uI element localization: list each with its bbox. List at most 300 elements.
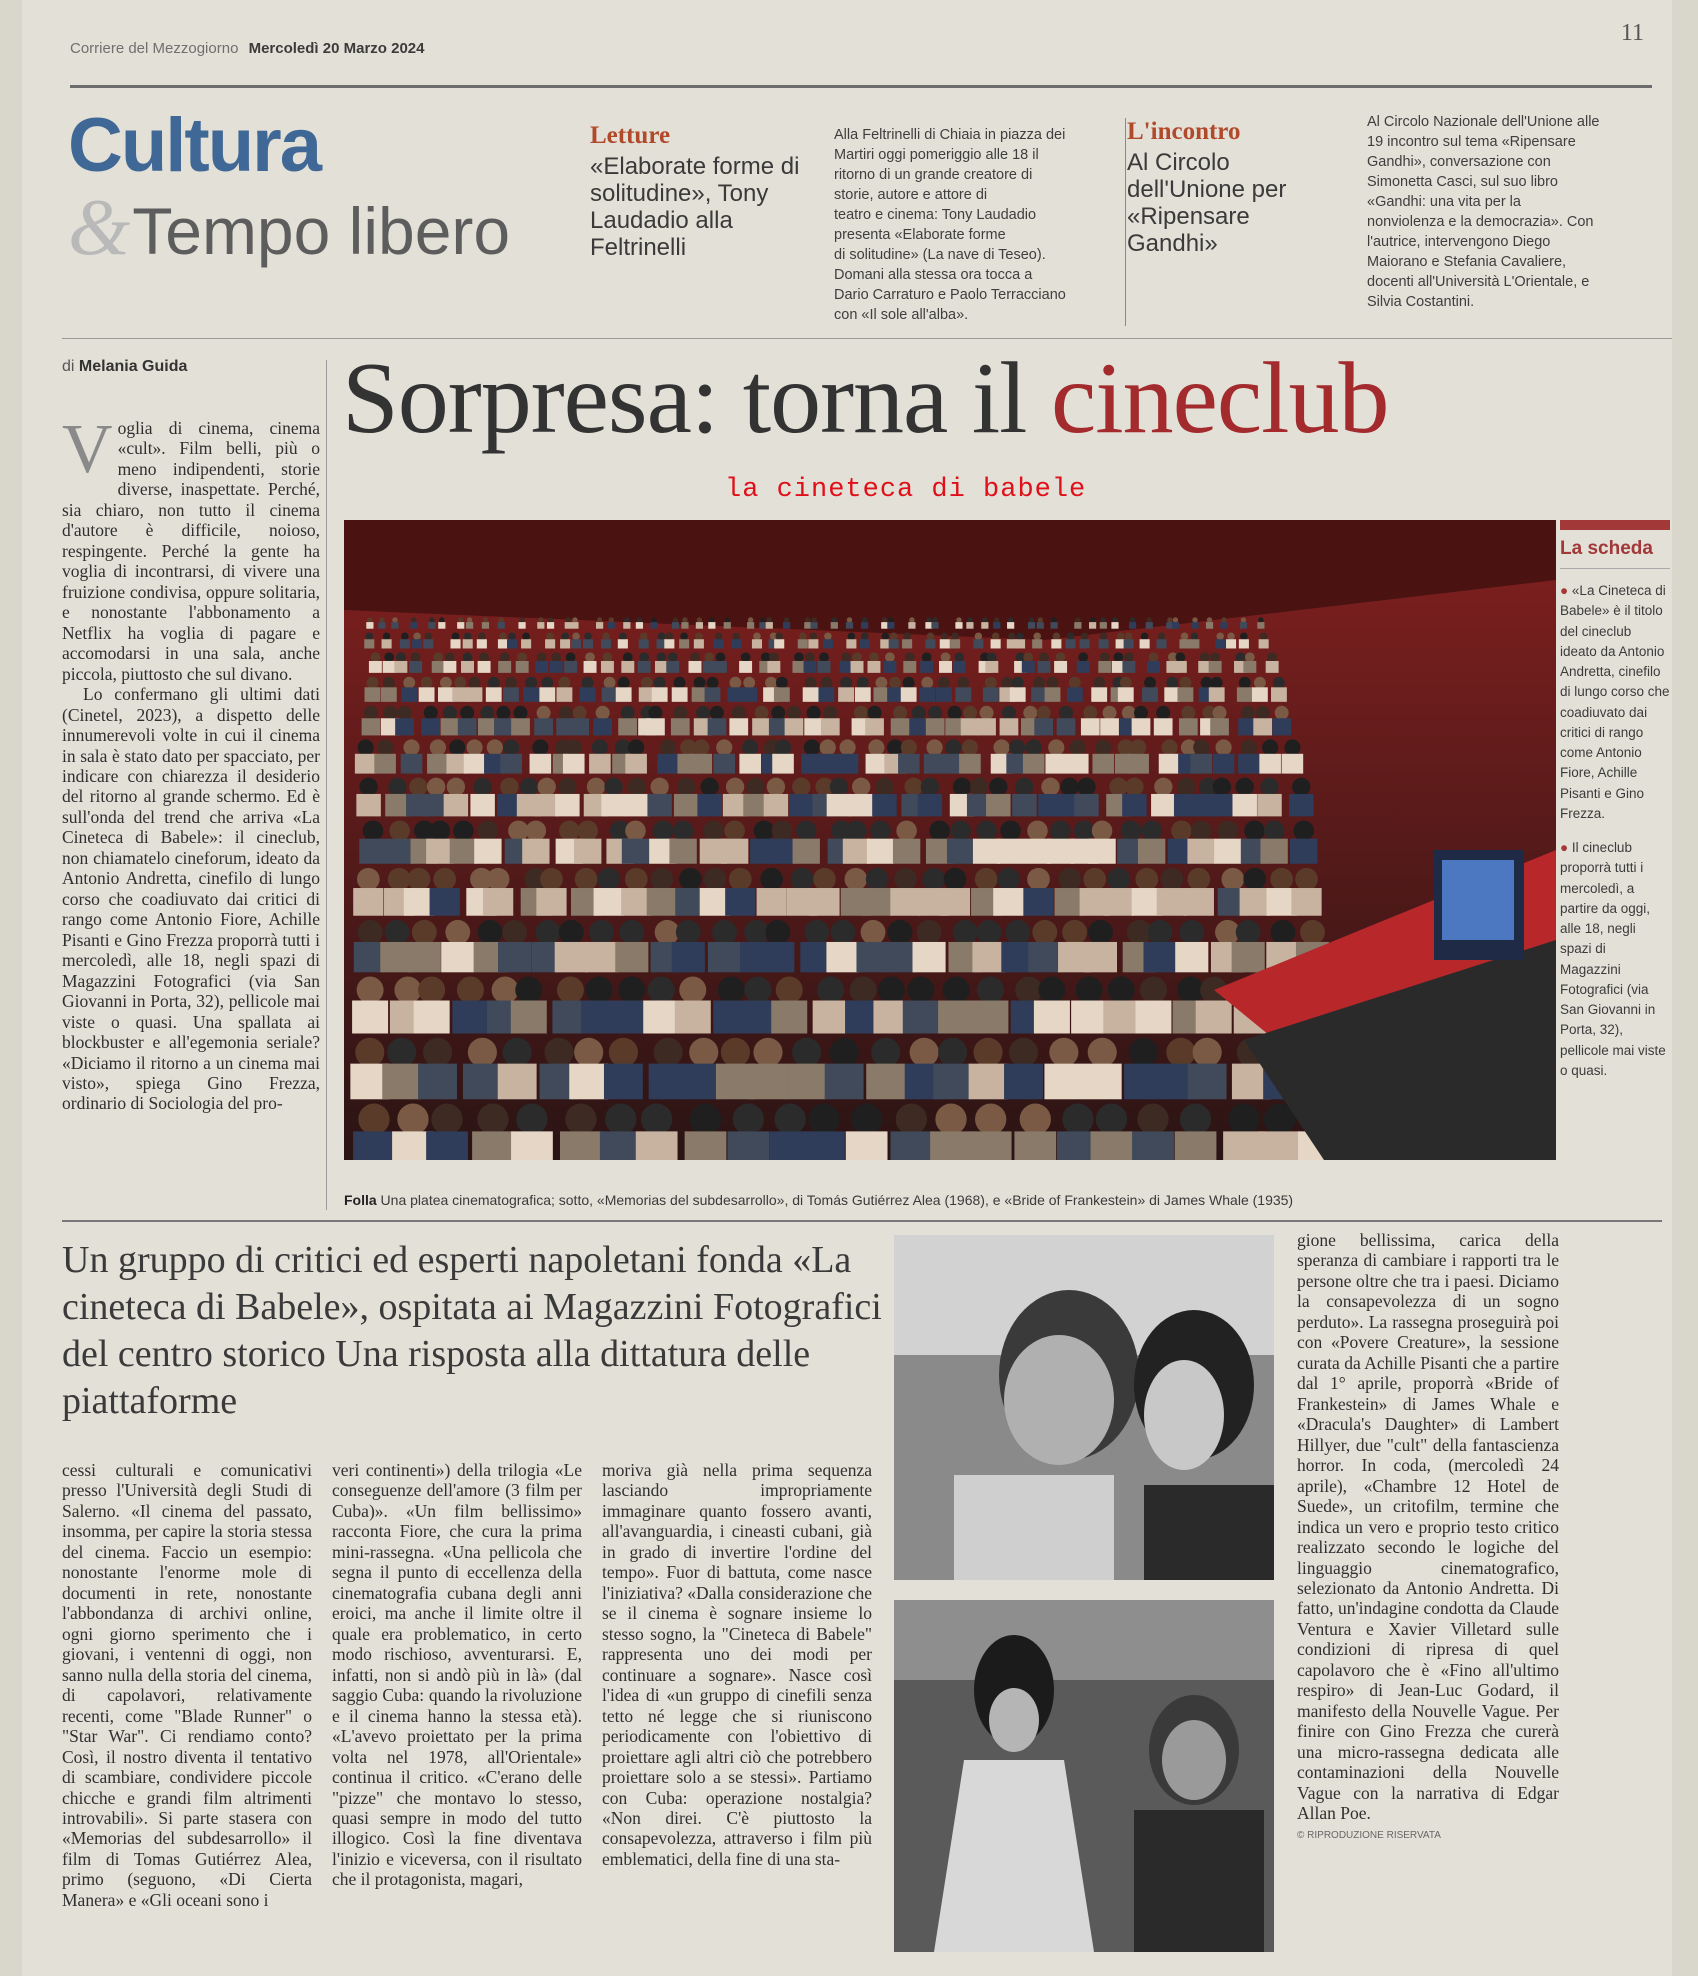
audience-member: [1241, 739, 1257, 755]
audience-member-body: [643, 1001, 679, 1034]
audience-member-body: [804, 718, 823, 735]
audience-member-body: [511, 1001, 547, 1034]
audience-member: [371, 652, 381, 662]
audience-member: [454, 677, 466, 689]
audience-member: [1144, 677, 1156, 689]
audience-member: [1103, 706, 1117, 720]
audience-member-body: [1044, 1064, 1083, 1100]
audience-member: [694, 677, 706, 689]
audience-member-body: [646, 718, 665, 735]
audience-member-body: [1028, 622, 1035, 629]
audience-member: [479, 652, 489, 662]
audience-member-body: [518, 622, 525, 629]
audience-member: [573, 706, 587, 720]
audience-member-body: [625, 794, 649, 816]
audience-member: [1140, 977, 1167, 1004]
audience-member-body: [450, 639, 460, 648]
audience-member: [658, 633, 666, 641]
audience-member-body: [918, 794, 942, 816]
audience-member: [1192, 617, 1197, 622]
audience-member: [938, 677, 950, 689]
audience-member-body: [747, 622, 754, 629]
audience-member-body: [1209, 687, 1225, 702]
audience-member: [792, 778, 810, 796]
audience-member: [488, 677, 500, 689]
audience-member-body: [359, 839, 386, 864]
audience-member: [503, 1038, 532, 1067]
audience-member: [548, 617, 553, 622]
audience-member-body: [580, 687, 596, 702]
brief-incontro: [1127, 118, 1302, 258]
audience-member: [676, 920, 701, 945]
audience-member-body: [991, 639, 1001, 648]
audience-member-body: [477, 639, 487, 648]
audience-member-body: [1067, 754, 1089, 774]
audience-member-body: [669, 839, 696, 864]
audience-member: [589, 920, 614, 945]
audience-member-body: [530, 754, 552, 774]
audience-member-body: [969, 1064, 1008, 1100]
audience-member: [716, 652, 726, 662]
audience-member-body: [1210, 718, 1229, 735]
audience-member-body: [463, 639, 473, 648]
audience-member: [993, 739, 1009, 755]
audience-member-body: [511, 718, 530, 735]
audience-member: [1038, 617, 1043, 622]
audience-member: [1175, 652, 1185, 662]
audience-member-body: [731, 639, 741, 648]
audience-member: [666, 633, 674, 641]
audience-member: [463, 652, 473, 662]
audience-member-body: [472, 1131, 514, 1160]
audience-member: [447, 778, 465, 796]
audience-member: [1093, 677, 1105, 689]
audience-member: [975, 1104, 1006, 1135]
audience-member: [1023, 706, 1037, 720]
audience-member: [389, 820, 410, 841]
audience-member-body: [666, 661, 679, 673]
audience-member: [1129, 1038, 1158, 1067]
audience-member-body: [1098, 661, 1111, 673]
audience-member-body: [618, 718, 637, 735]
audience-member-body: [571, 622, 578, 629]
audience-member-body: [1051, 622, 1058, 629]
audience-member: [903, 677, 915, 689]
audience-member: [870, 820, 891, 841]
page-number: 11: [1620, 20, 1644, 46]
audience-member-body: [534, 718, 553, 735]
audience-member-body: [1034, 718, 1053, 735]
audience-member: [443, 706, 457, 720]
audience-member: [538, 617, 543, 622]
audience-member: [1275, 706, 1289, 720]
copyright-note: © RIPRODUZIONE RISERVATA: [1297, 1829, 1441, 1841]
audience-member: [1293, 820, 1314, 841]
audience-member-body: [1206, 622, 1213, 629]
audience-member: [755, 706, 769, 720]
audience-member: [1027, 868, 1050, 891]
audience-member-body: [810, 622, 817, 629]
audience-member-body: [1091, 1131, 1133, 1160]
audience-member: [753, 1038, 782, 1067]
audience-member: [973, 1038, 1002, 1067]
audience-member-body: [364, 639, 374, 648]
audience-member-body: [410, 622, 417, 629]
audience-member-body: [708, 718, 727, 735]
audience-member: [628, 778, 646, 796]
audience-member-body: [1015, 639, 1025, 648]
audience-member: [397, 706, 411, 720]
audience-member: [458, 617, 463, 622]
audience-member-body: [774, 687, 790, 702]
audience-member: [650, 778, 668, 796]
audience-member: [1156, 706, 1170, 720]
audience-member: [957, 677, 969, 689]
audience-member: [1148, 920, 1173, 945]
audience-member: [1121, 820, 1142, 841]
audience-member: [648, 977, 675, 1004]
audience-member-body: [983, 687, 999, 702]
audience-member: [604, 778, 622, 796]
audience-member: [503, 739, 519, 755]
audience-member: [1171, 820, 1192, 841]
audience-member: [904, 778, 922, 796]
audience-member-body: [563, 754, 585, 774]
audience-member: [621, 706, 635, 720]
section-title-main: Cultura: [68, 103, 320, 188]
audience-member: [901, 739, 917, 755]
audience-member: [433, 868, 456, 891]
audience-member: [403, 677, 415, 689]
audience-member: [893, 706, 907, 720]
audience-member-body: [1289, 794, 1313, 816]
audience-member-body: [1282, 754, 1304, 774]
audience-member-body: [855, 687, 871, 702]
audience-member: [584, 633, 592, 641]
audience-member: [537, 706, 551, 720]
brief-letture: [590, 122, 815, 262]
audience-member: [1191, 820, 1212, 841]
audience-member-body: [890, 1131, 932, 1160]
audience-member: [885, 652, 895, 662]
audience-member: [668, 652, 678, 662]
audience-member: [839, 739, 855, 755]
audience-member-body: [898, 754, 920, 774]
audience-member: [776, 977, 803, 1004]
audience-member: [866, 868, 889, 891]
audience-member-body: [412, 639, 422, 648]
audience-member-body: [1022, 661, 1035, 673]
audience-member-body: [1232, 942, 1265, 972]
audience-member-body: [1226, 639, 1236, 648]
audience-member-body: [581, 1001, 617, 1034]
audience-member-body: [708, 942, 741, 972]
audience-member: [715, 633, 723, 641]
audience-member: [430, 739, 446, 755]
audience-member: [559, 820, 580, 841]
audience-member-body: [1104, 888, 1134, 916]
audience-member: [1141, 633, 1149, 641]
audience-member-body: [1083, 1064, 1122, 1100]
header-divider: [62, 338, 1672, 339]
audience-member: [819, 652, 829, 662]
audience-member: [1244, 820, 1265, 841]
audience-member: [546, 633, 554, 641]
audience-member-body: [601, 794, 625, 816]
audience-member: [367, 677, 379, 689]
audience-member: [1092, 820, 1113, 841]
audience-member-body: [608, 622, 615, 629]
audience-member-body: [647, 888, 677, 916]
audience-member-body: [774, 639, 784, 648]
audience-member-body: [414, 1001, 450, 1034]
audience-member-body: [498, 639, 508, 648]
article-column-3: moriva già nella prima sequenza lasciando impropriamente immaginare quanto fossero avanti, all'avanguardia, i cineasti cubani, già in grado di invertire l'ordine del tempo». Fuor di battuta, come nasce l'iniziativa? «Dalla considerazione che se il cinema è sognare insieme lo stesso sogno, la "Cineteca di Babele" rappresenta uno dei modi per continuare a sognare». Nasce così l'idea di «un gruppo di cinefili senza tetto né legge che si riuniscono periodicamente con l'obiettivo di proiettare agli altri ciò che potrebbero proiettare solo a se stessi». Partiamo con Cuba: operazione nostalgia? «Non direi. C'è piuttosto la consapevolezza, attraverso i film più emblematici, della fine di una sta-: [602, 1460, 872, 1869]
audience-member: [1158, 633, 1166, 641]
audience-member: [950, 820, 971, 841]
audience-member-body: [362, 718, 381, 735]
audience-member-body: [444, 794, 468, 816]
audience-member-body: [1047, 839, 1074, 864]
article-subhead: Un gruppo di critici ed esperti napoletani fonda «La cineteca di Babele», ospitata ai Magazzini Fotografici del centro storico Una risposta alla dittatura delle piattaforme: [62, 1239, 882, 1423]
audience-member-body: [1118, 687, 1134, 702]
audience-member: [1059, 706, 1073, 720]
audience-member-body: [953, 661, 966, 673]
audience-member: [888, 617, 893, 622]
audience-member-body: [545, 639, 555, 648]
audience-member: [1048, 739, 1064, 755]
audience-member: [477, 1104, 508, 1135]
audience-member-body: [1091, 687, 1107, 702]
audience-member: [1239, 677, 1251, 689]
audience-member-body: [466, 622, 473, 629]
audience-member: [1241, 706, 1255, 720]
audience-member: [423, 1038, 452, 1067]
audience-member-body: [443, 661, 456, 673]
audience-member-body: [749, 1064, 788, 1100]
audience-member-body: [400, 639, 410, 648]
audience-member-body: [757, 888, 787, 916]
audience-member: [767, 778, 785, 796]
audience-member-body: [498, 942, 531, 972]
audience-member: [657, 652, 667, 662]
audience-member: [519, 617, 524, 622]
audience-member-body: [503, 687, 519, 702]
audience-member-body: [933, 1064, 972, 1100]
audience-member: [388, 778, 406, 796]
audience-member: [805, 677, 817, 689]
audience-member-body: [1213, 754, 1235, 774]
audience-member: [1300, 920, 1325, 945]
audience-member-body: [1124, 639, 1134, 648]
audience-member-body: [565, 622, 572, 629]
audience-member-body: [560, 639, 570, 648]
audience-member: [896, 1104, 927, 1135]
audience-member: [982, 617, 987, 622]
audience-member-body: [600, 1131, 642, 1160]
audience-member-body: [498, 661, 511, 673]
audience-member-body: [1045, 754, 1067, 774]
audience-member-body: [664, 639, 674, 648]
audience-member: [921, 677, 933, 689]
audience-member: [1009, 739, 1025, 755]
audience-member-body: [973, 839, 1000, 864]
audience-member: [401, 633, 409, 641]
audience-member-body: [521, 639, 531, 648]
audience-member: [992, 633, 1000, 641]
audience-member: [912, 706, 926, 720]
audience-member-body: [804, 622, 811, 629]
audience-member-body: [1045, 687, 1061, 702]
audience-member-body: [550, 661, 563, 673]
audience-member: [775, 739, 791, 755]
audience-member-body: [883, 661, 896, 673]
audience-member: [938, 1038, 967, 1067]
audience-member-body: [959, 754, 981, 774]
audience-member-body: [785, 718, 804, 735]
audience-member-body: [955, 687, 971, 702]
audience-member-body: [849, 794, 873, 816]
audience-member: [1264, 820, 1285, 841]
audience-member: [464, 633, 472, 641]
audience-member: [693, 739, 709, 755]
audience-member-body: [837, 754, 859, 774]
audience-member-body: [467, 687, 483, 702]
audience-member-body: [584, 661, 597, 673]
audience-member-body: [752, 639, 762, 648]
audience-member-body: [1004, 1064, 1043, 1100]
audience-member-body: [470, 794, 494, 816]
audience-member: [364, 706, 378, 720]
audience-member: [729, 868, 752, 891]
audience-member: [716, 739, 732, 755]
audience-member: [660, 739, 676, 755]
audience-member: [926, 617, 931, 622]
audience-member-body: [500, 754, 522, 774]
top-rule: [70, 85, 1652, 88]
audience-member: [469, 677, 481, 689]
audience-member: [1016, 633, 1024, 641]
audience-member-body: [564, 661, 577, 673]
audience-member-body: [771, 1001, 807, 1034]
audience-member: [882, 633, 890, 641]
audience-member: [765, 920, 790, 945]
audience-member-body: [924, 754, 946, 774]
audience-member-body: [1177, 687, 1193, 702]
audience-member: [1284, 739, 1300, 755]
audience-member: [697, 617, 702, 622]
audience-member-body: [1071, 1001, 1107, 1034]
audience-member-body: [741, 687, 757, 702]
audience-member: [1060, 778, 1078, 796]
audience-member-body: [679, 639, 689, 648]
section-title-sub: &Tempo libero: [68, 184, 511, 272]
audience-member: [473, 778, 491, 796]
audience-member: [412, 920, 437, 945]
audience-member-body: [1259, 754, 1281, 774]
audience-member-body: [808, 639, 818, 648]
audience-member-body: [1159, 754, 1181, 774]
audience-member-body: [657, 754, 679, 774]
audience-member-body: [874, 687, 890, 702]
audience-member: [1000, 820, 1021, 841]
audience-member: [943, 977, 970, 1004]
audience-member: [411, 652, 421, 662]
audience-member: [572, 617, 577, 622]
audience-member-body: [438, 622, 445, 629]
audience-member-body: [441, 718, 460, 735]
audience-member: [1154, 778, 1172, 796]
frankenstein-film-still: [894, 1600, 1274, 1952]
audience-member-body: [950, 639, 960, 648]
audience-member: [558, 677, 570, 689]
audience-member: [624, 617, 629, 622]
audience-member: [975, 868, 998, 891]
newspaper-page: [22, 0, 1672, 1976]
author-name: Melania Guida: [78, 358, 188, 375]
audience-member: [1125, 633, 1133, 641]
audience-member: [944, 868, 967, 891]
audience-member: [525, 677, 537, 689]
audience-member-body: [574, 839, 601, 864]
audience-member-body: [1023, 754, 1045, 774]
audience-member-body: [369, 661, 382, 673]
audience-member-body: [936, 687, 952, 702]
audience-member-body: [428, 622, 435, 629]
audience-member-body: [1271, 687, 1287, 702]
audience-member-body: [401, 687, 417, 702]
audience-member: [1227, 633, 1235, 641]
audience-member-body: [872, 794, 896, 816]
audience-member-body: [536, 888, 566, 916]
audience-member: [673, 706, 687, 720]
audience-member-body: [394, 661, 407, 673]
audience-member: [741, 652, 751, 662]
audience-member-body: [955, 622, 962, 629]
audience-member-body: [1188, 1064, 1227, 1100]
audience-member-body: [725, 888, 755, 916]
masthead: [70, 40, 425, 57]
audience-member-body: [450, 839, 477, 864]
audience-member: [776, 677, 788, 689]
audience-member: [1026, 739, 1042, 755]
audience-member: [1201, 677, 1213, 689]
audience-member: [387, 1038, 416, 1067]
audience-member: [848, 633, 856, 641]
audience-member-body: [1259, 1131, 1301, 1160]
audience-member-body: [1129, 622, 1136, 629]
audience-member: [976, 820, 997, 841]
audience-member: [526, 820, 547, 841]
audience-member: [586, 977, 613, 1004]
audience-member: [625, 868, 648, 891]
audience-member-body: [919, 687, 935, 702]
audience-member-body: [1122, 661, 1135, 673]
audience-member-body: [1260, 839, 1287, 864]
audience-member-body: [792, 661, 805, 673]
audience-member: [425, 633, 433, 641]
audience-member: [623, 652, 633, 662]
audience-member: [854, 706, 868, 720]
audience-member-body: [966, 622, 973, 629]
audience-member: [830, 778, 848, 796]
audience-member-body: [823, 639, 833, 648]
audience-member-body: [1291, 888, 1321, 916]
audience-member: [1062, 1104, 1093, 1135]
audience-member: [689, 1038, 718, 1067]
audience-member: [909, 617, 914, 622]
audience-member: [953, 778, 971, 796]
